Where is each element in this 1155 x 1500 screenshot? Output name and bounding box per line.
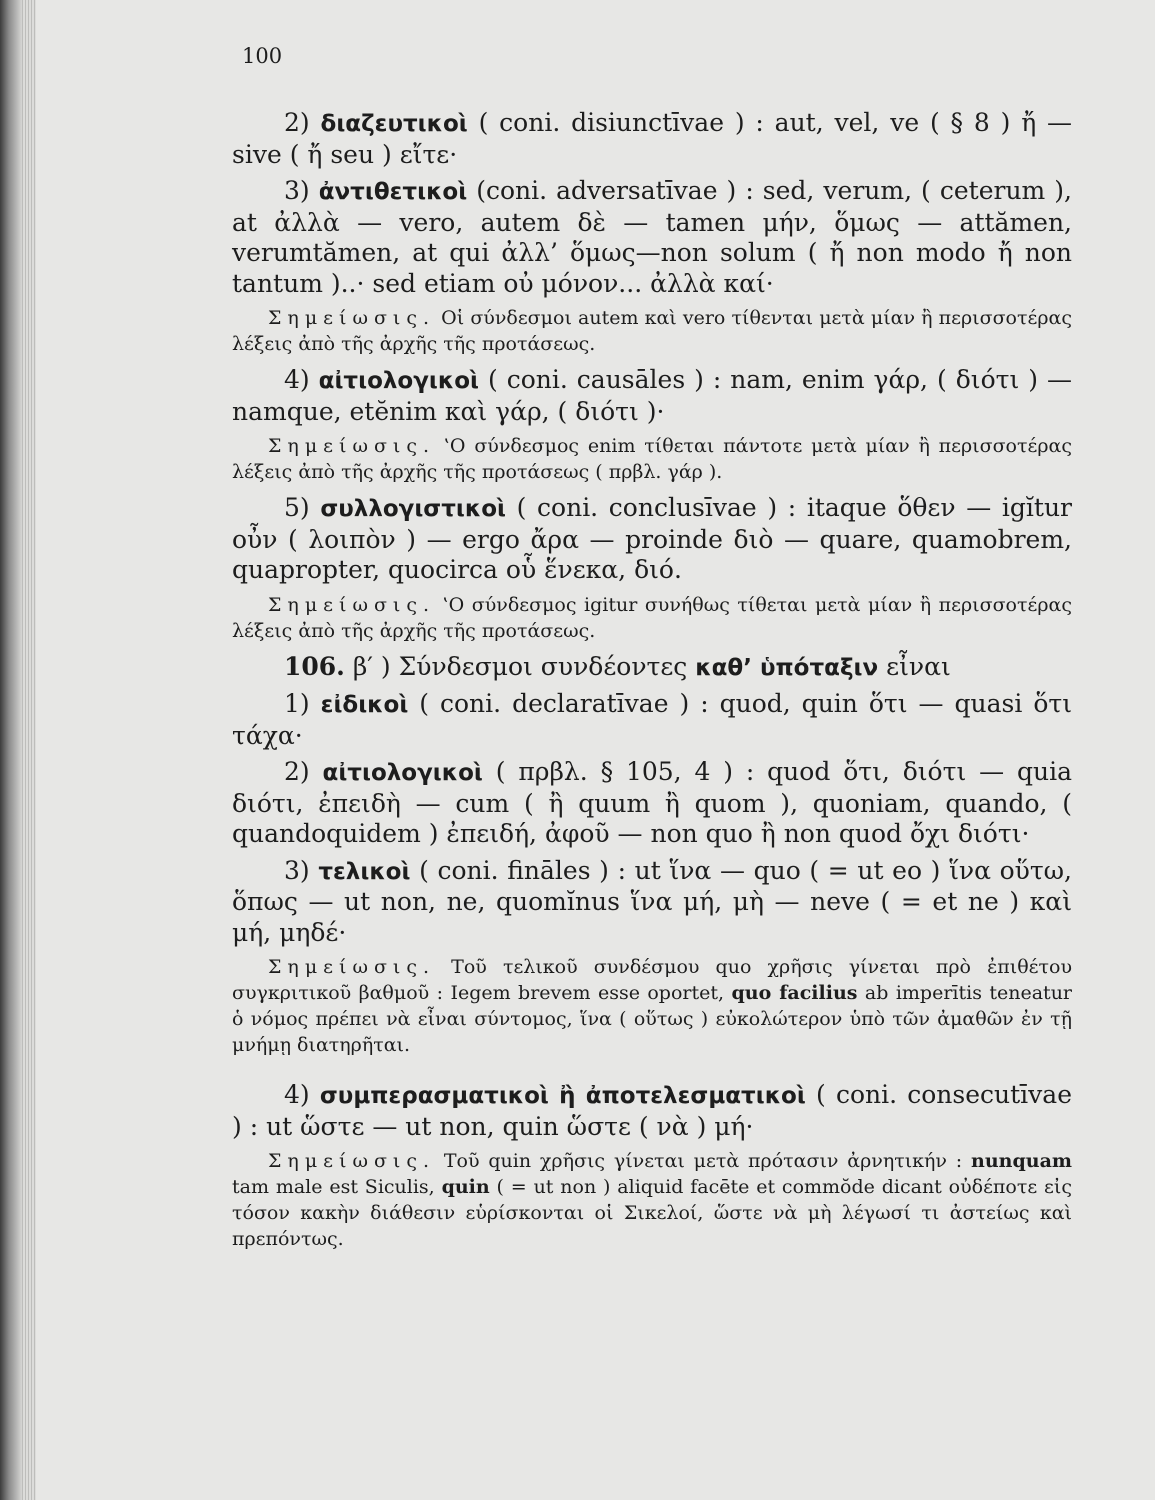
para-causal [232,365,1072,427]
term-bold: συλλογιστικοὶ [320,496,506,522]
para-final [232,856,1072,949]
note-text: ‛Ο σύνδεσμος enim τίθεται πάντοτε μετὰ μίαν ἢ περισσοτέρας λέξεις ἀπὸ τῆς ἀρχῆς τῆς προτάσεως ( πρβλ. γάρ ). [232,435,1072,483]
term-bold: τελικοὶ [318,858,411,885]
para-text: ( coni. fināles ) : ut ἵνα — quo ( = ut eo ) ἵνα οὕτω, ὅπως — ut non, ne, quomĭnus ἵνα μή, μὴ — neve ( = et ne ) καὶ μή, μηδέ· [232,855,1073,947]
para-text: ( πρβλ. § 105, 4 ) : quod ὅτι, διότι — quia διότι, ἐπειδὴ — cum ( ἢ quum ἢ quom ), quoniam, quando, ( quandoquidem ) ἐπειδή, ἀφοῦ — non quo ἢ non quod ὄχι διότι· [232,757,1072,848]
para-text: ( coni. disiunctīvae ) : aut, vel, ve ( § 8 ) ἤ —sive ( ἤ seu ) εἴτε· [232,108,1073,169]
term-bold: ἀντιθετικοὶ [318,179,468,205]
para-disjunctive [232,108,1072,170]
note-label: Σημείωσις. [268,307,436,329]
note-text: ‛Ο σύνδεσμος igitur συνήθως τίθεται μετὰ μίαν ἢ περισσοτέρας λέξεις ἀπὸ τῆς ἀρχῆς τῆς προτάσεως. [232,593,1072,642]
spacer [232,1066,1072,1080]
book-page [232,44,1072,1464]
term-bold: συμπερασματικοὶ ἢ ἀποτελεσματικοὶ [319,1083,806,1109]
note-text: Οἱ σύνδεσμοι autem καὶ vero τίθενται μετὰ μίαν ἢ περισσοτέρας λέξεις ἀπὸ τῆς ἀρχῆς τῆς προτάσεως. [232,307,1072,355]
note-text: Τοῦ quin χρῆσις γίνεται μετὰ πρότασιν ἀρνητικήν : [435,1150,972,1172]
note-igitur [232,592,1072,644]
para-conclusive [232,493,1072,586]
para-text: ( coni. consecutīvae ) : ut ὥστε — ut non, quin ὥστε ( νὰ ) μή· [232,1080,1072,1141]
item-number: 2) [284,108,310,137]
item-number: 3) [284,176,310,205]
note-quo [232,954,1072,1058]
para-consecutive [232,1080,1072,1142]
note-label: Σημείωσις. [268,956,436,978]
note-autem-vero [232,305,1072,357]
note-text-end: ( = ut non ) aliquid facēte et commŏde dicant οὐδέποτε εἰς τόσον κακὴν διάθεσιν εὑρίσκονται οἱ Σικελοί, ὥστε νὰ μὴ λέγωσί τι ἀστείως καὶ πρεπόντως. [232,1176,1072,1250]
note-bold-2: quin [441,1176,490,1198]
section-number: 106. [284,651,345,681]
para-text: ( coni. conclusīvae ) : itaque ὅθεν — igĭtur οὖν ( λοιπὸν ) — ergo ἄρα — proinde διὸ — quare, quamobrem, quapropter, quocirca οὗ ἕνεκα, διό. [232,493,1072,584]
para-causal-sub [232,757,1072,850]
para-adversative [232,176,1072,299]
item-number: 4) [284,1080,310,1109]
item-number: 4) [284,365,310,394]
term-bold: αἰτιολογικοὶ [318,368,479,394]
note-label: Σημείωσις. [268,435,436,457]
note-label: Σημείωσις. [268,1150,436,1172]
para-text: (coni. adversatīvae ) : sed, verum, ( ceterum ), at ἀλλὰ — vero, autem δὲ — tamen μήν, ὅμως — attămen, verumtămen, at qui ἀλλ’ ὅμως—non solum ( ἤ non modo ἤ non tantum )..· sed etiam οὐ μόνον... ἀλλὰ καί· [232,176,1072,298]
para-declarative [232,689,1072,751]
term-bold: εἰδικοὶ [320,692,409,718]
para-text: ( coni. causāles ) : nam, enim γάρ, ( διότι ) — namque, etĕnim καὶ γάρ, ( διότι )· [232,365,1072,426]
term-bold: διαζευτικοὶ [320,111,468,137]
page-number: 100 [242,44,283,68]
note-text-mid: tam male est Siculis, [232,1176,442,1198]
section-text-end: εἶναι [878,651,951,681]
term-bold: αἰτιολογικοὶ [322,760,483,786]
book-binding [0,0,22,1500]
section-106-heading [232,652,1072,684]
item-number: 5) [284,493,310,522]
note-text: Τοῦ τελικοῦ συνδέσμου quo χρῆσις γίνεται πρὸ ἐπιθέτου συγκριτικοῦ βαθμοῦ : Iegem brevem esse oportet, [232,956,1072,1004]
note-bold: nunquam [971,1150,1072,1172]
item-number: 2) [284,757,310,786]
note-text-end: ab imperītis teneatur ὁ νόμος πρέπει νὰ εἶναι σύντομος, ἵνα ( οὕτως ) εὐκολώτερον ὑπὸ τῶν ἀμαθῶν ἐν τῇ μνήμῃ διατηρῆται. [232,982,1073,1056]
section-bold-term: καθ’ ὑπόταξιν [695,654,879,681]
note-quin [232,1148,1072,1252]
item-number: 3) [284,855,310,885]
note-enim [232,433,1072,485]
item-number: 1) [284,689,310,718]
para-text: ( coni. declaratīvae ) : quod, quin ὅτι — quasi ὅτι τάχα· [232,689,1072,750]
note-label: Σημείωσις. [268,593,436,616]
section-text: β′ ) Σύνδεσμοι συνδέοντες [344,651,696,681]
note-bold: quo facilius [731,982,858,1004]
